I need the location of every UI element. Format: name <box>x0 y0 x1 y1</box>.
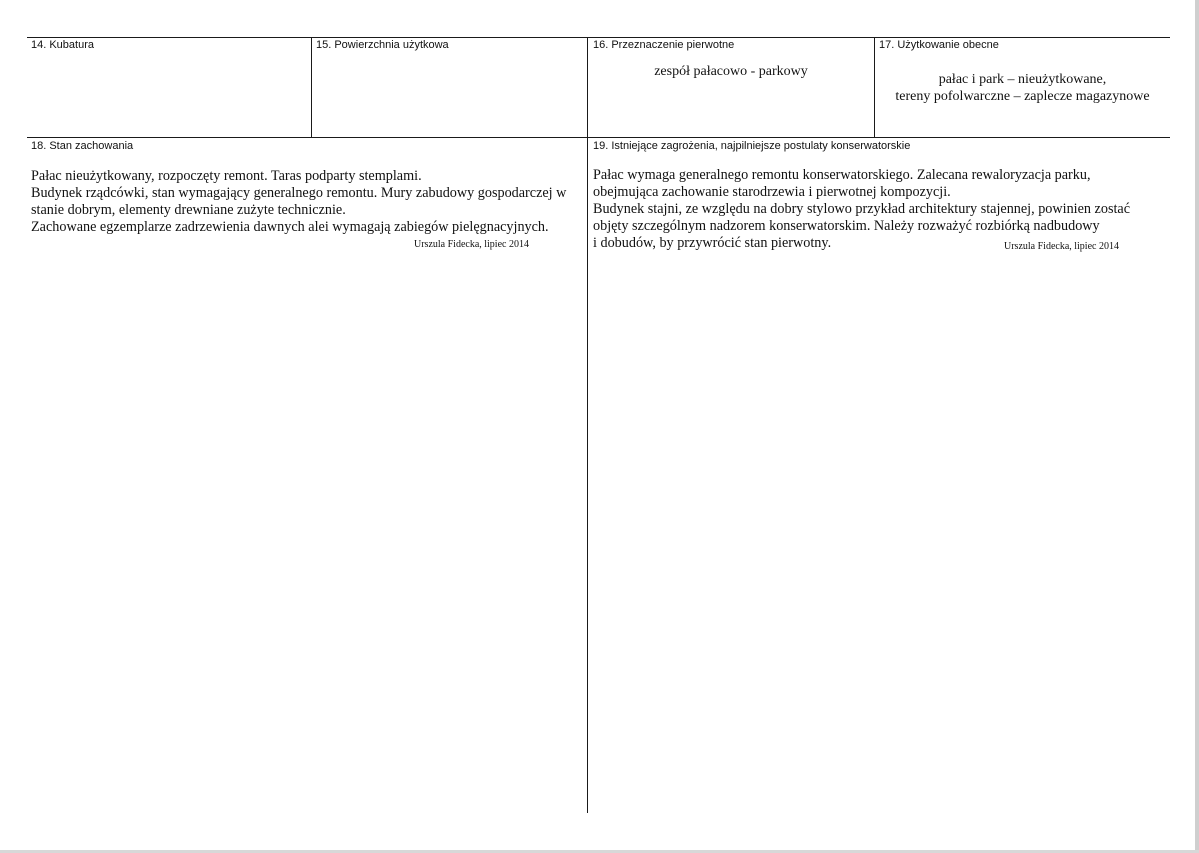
row-divider-line <box>27 137 1170 138</box>
field-18-signature: Urszula Fidecka, lipiec 2014 <box>414 239 529 250</box>
column-divider-main <box>587 37 588 813</box>
field-18-line: Pałac nieużytkowany, rozpoczęty remont. Taras podparty stemplami. <box>31 168 422 184</box>
field-19-line: Budynek stajni, ze względu na dobry stylowo przykład architektury stajennej, powinien zostać <box>593 201 1131 217</box>
field-17-label: 17. Użytkowanie obecne <box>879 39 999 51</box>
field-18-line: stanie dobrym, elementy drewniane zużyte technicznie. <box>31 202 346 218</box>
top-border-line <box>27 37 1170 38</box>
field-19-signature: Urszula Fidecka, lipiec 2014 <box>1004 241 1119 252</box>
field-18-text <box>31 168 566 236</box>
field-18-line: Zachowane egzemplarze zadrzewienia dawnych alei wymagają zabiegów pielęgnacyjnych. <box>31 219 549 235</box>
field-18-line: Budynek rządcówki, stan wymagający generalnego remontu. Mury zabudowy gospodarczej w <box>31 185 567 201</box>
field-16-value: zespół pałacowo - parkowy <box>654 64 808 79</box>
field-19-line: Pałac wymaga generalnego remontu konserwatorskiego. Zalecana rewaloryzacja parku, <box>593 167 1091 183</box>
field-19-text <box>593 167 1130 252</box>
scan-edge-right <box>1195 0 1199 853</box>
column-divider-14-15 <box>311 37 312 138</box>
field-14-label: 14. Kubatura <box>31 39 94 51</box>
field-17-value-line2: tereny pofolwarczne – zaplecze magazynowe <box>895 89 1150 104</box>
field-15-label: 15. Powierzchnia użytkowa <box>316 39 449 51</box>
field-19-line: i dobudów, by przywrócić stan pierwotny. <box>593 235 832 251</box>
field-16-label: 16. Przeznaczenie pierwotne <box>593 39 735 51</box>
field-17-value-line1: pałac i park – nieużytkowane, <box>938 72 1107 87</box>
field-18-label: 18. Stan zachowania <box>31 140 134 152</box>
field-19-line: obejmująca zachowanie starodrzewia i pierwotnej kompozycji. <box>593 184 951 200</box>
field-19-label: 19. Istniejące zagrożenia, najpilniejsze postulaty konserwatorskie <box>593 140 911 152</box>
field-19-line: objęty szczególnym nadzorem konserwatorskim. Należy rozważyć rozbiórką nadbudowy <box>593 218 1100 234</box>
